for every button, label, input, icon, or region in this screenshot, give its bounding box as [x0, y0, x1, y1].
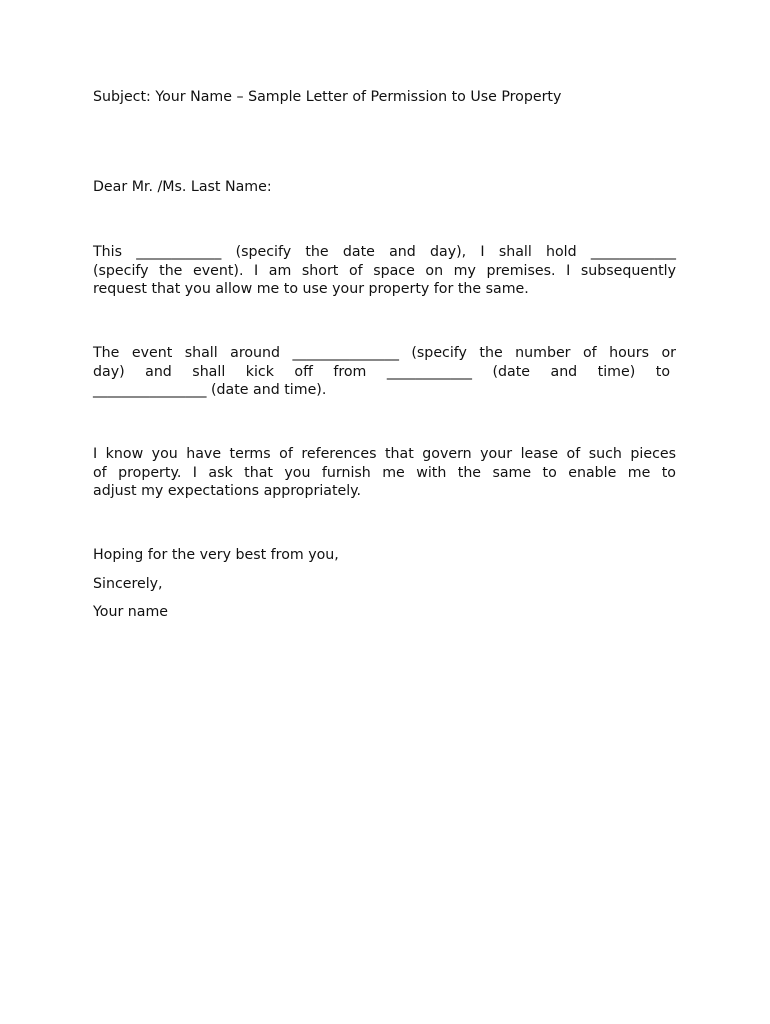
- paragraph-line: I know you have terms of references that govern your lease of such pieces: [93, 446, 676, 462]
- paragraph-line: (specify the event). I am short of space on my premises. I subsequently: [93, 262, 676, 279]
- paragraph-line: This ____________ (specify the date and day), I shall hold ____________: [93, 244, 676, 260]
- paragraph-line: request that you allow me to use your property for the same.: [93, 281, 529, 297]
- paragraph-line: The event shall around _______________ (specify the number of hours or: [93, 345, 676, 361]
- paragraph-event-duration: [93, 344, 676, 400]
- paragraph-line: of property. I ask that you furnish me with the same to enable me to: [93, 464, 676, 481]
- paragraph-line: ________________ (date and time).: [93, 382, 327, 398]
- sign-off: Sincerely,: [93, 576, 163, 592]
- paragraph-line: day) and shall kick off from ____________ (date and time) to: [93, 363, 670, 380]
- paragraph-event-date: [93, 243, 676, 299]
- paragraph-line: adjust my expectations appropriately.: [93, 483, 362, 499]
- closing-line: Hoping for the very best from you,: [93, 547, 339, 563]
- paragraph-terms-request: [93, 445, 676, 501]
- signature-name: Your name: [93, 604, 169, 620]
- subject-line: Subject: Your Name – Sample Letter of Permission to Use Property: [93, 89, 562, 105]
- salutation: Dear Mr. /Ms. Last Name:: [93, 179, 272, 195]
